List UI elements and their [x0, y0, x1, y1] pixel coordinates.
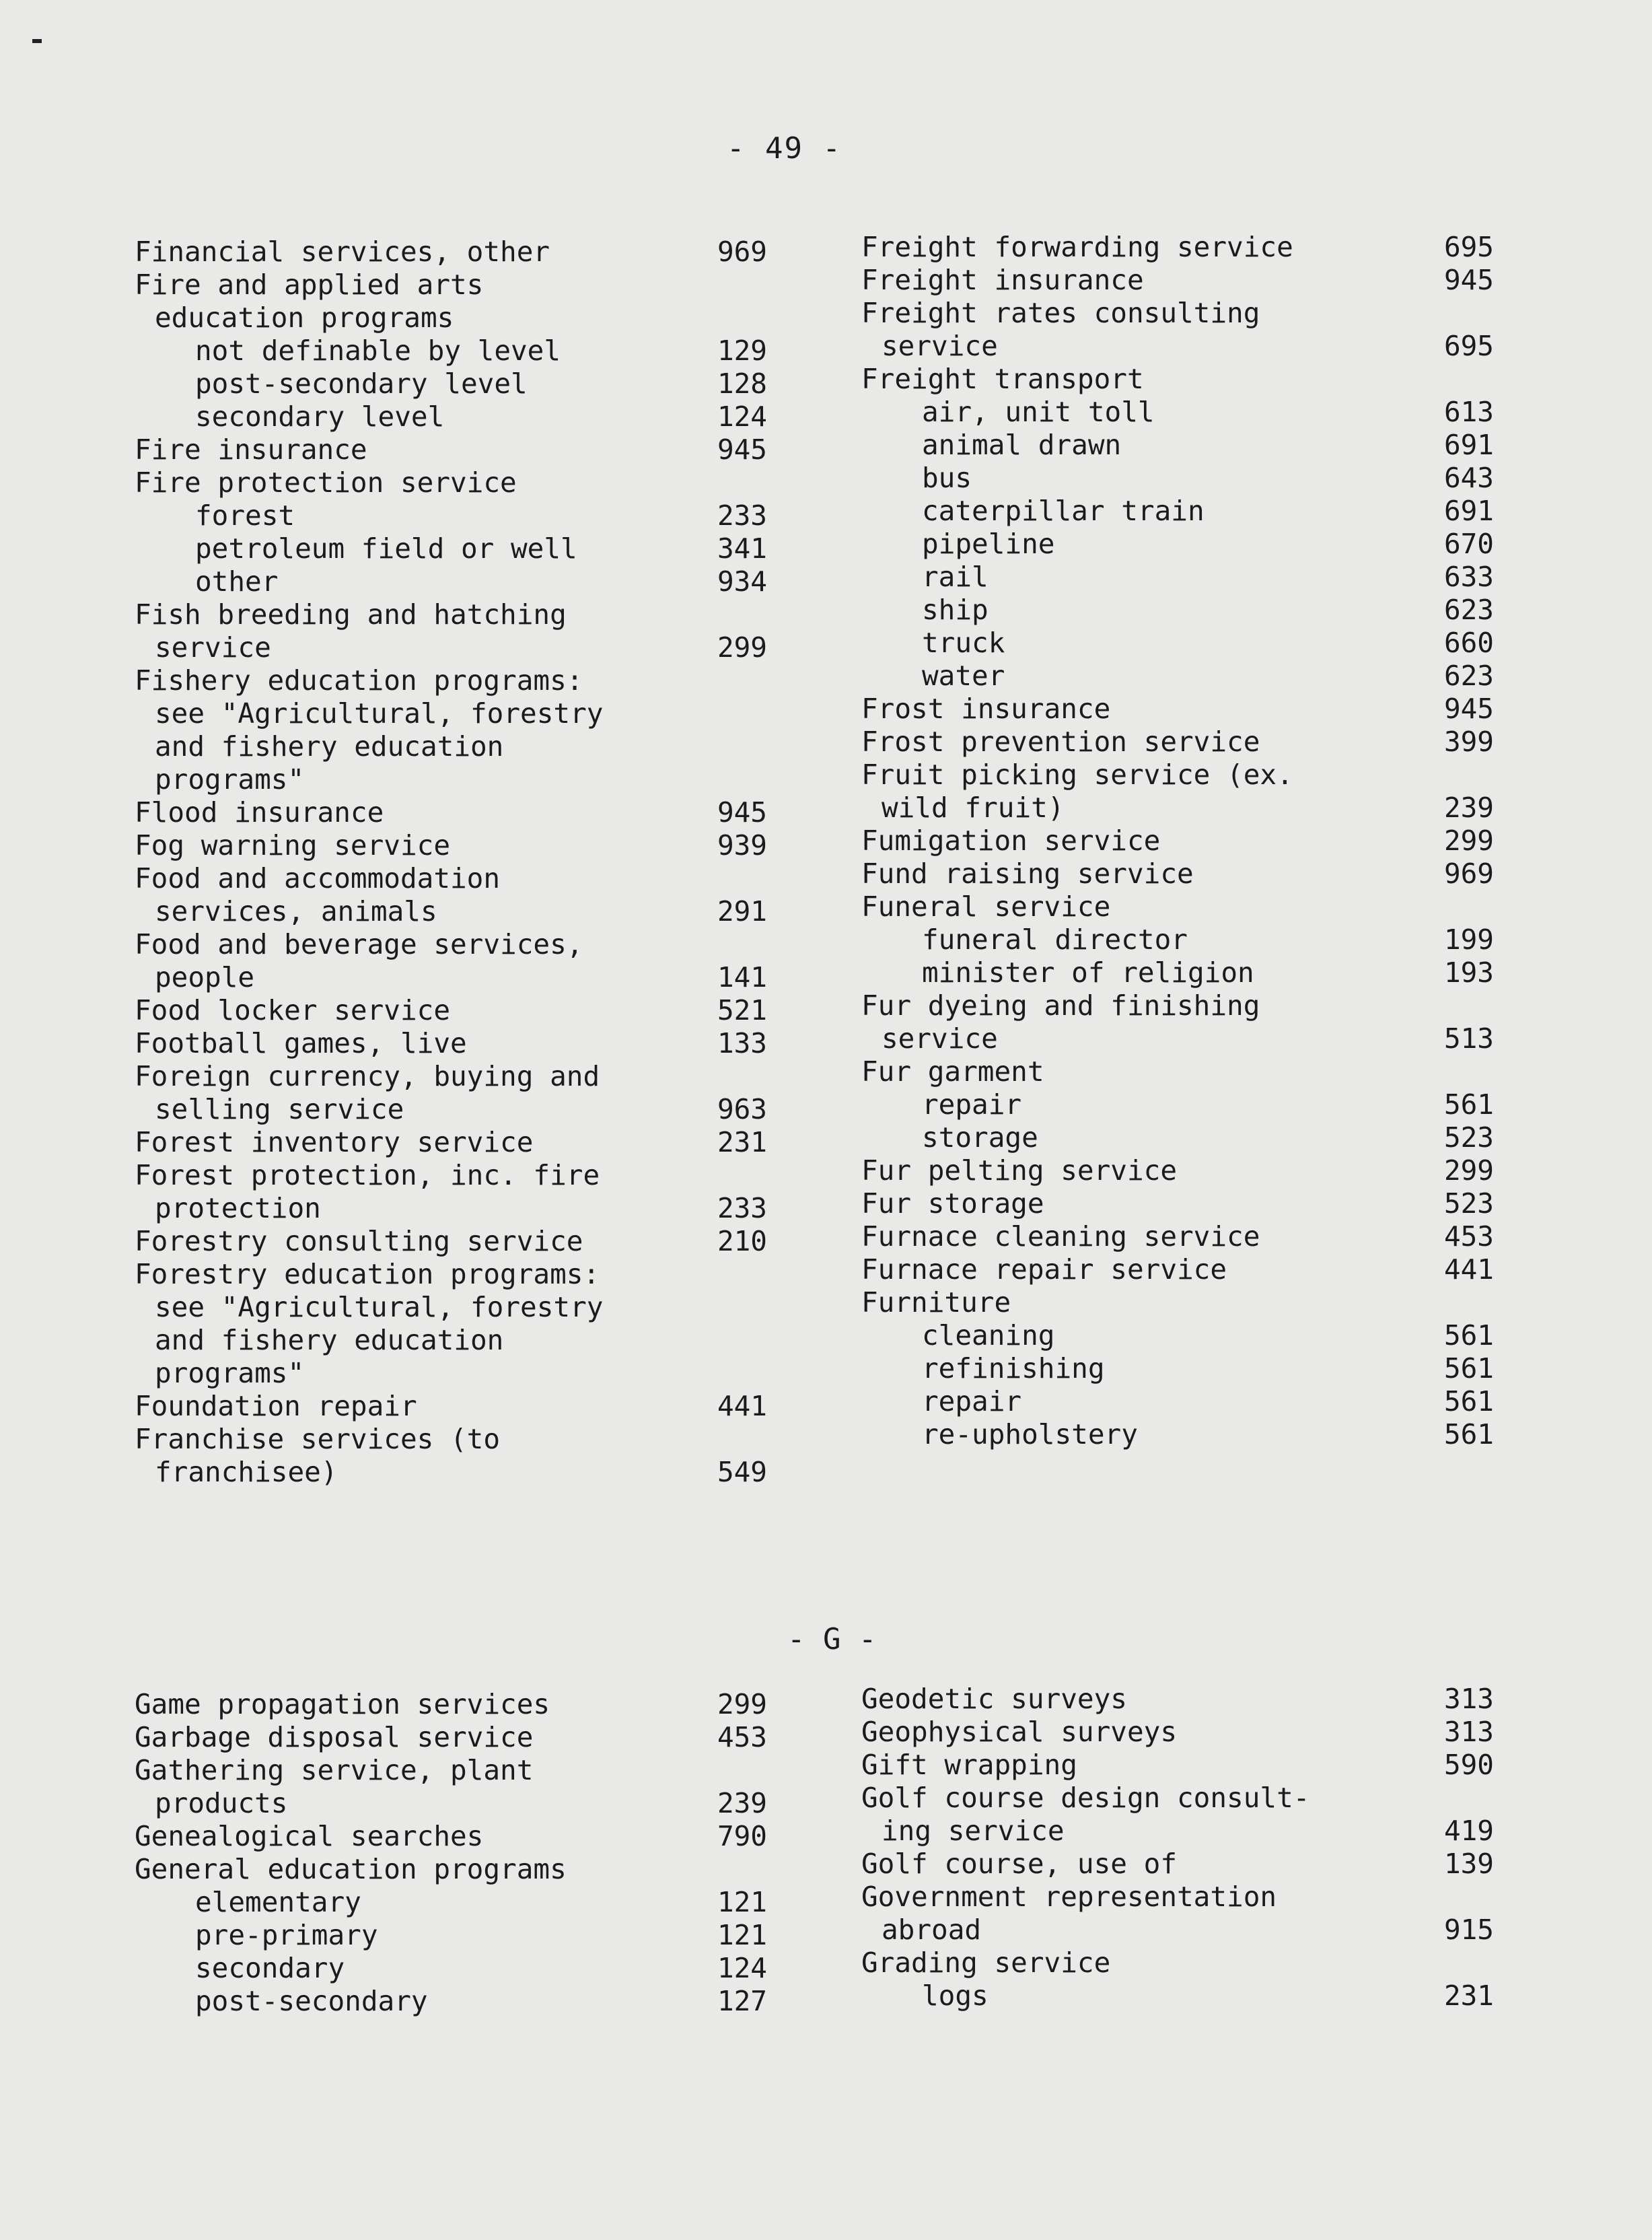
index-entry-term: logs — [922, 1980, 989, 2012]
index-entry-term: pipeline — [922, 528, 1055, 560]
index-entry — [0, 1088, 1548, 1121]
index-entry — [0, 759, 1548, 792]
index-entry — [0, 956, 1548, 989]
index-entry-term: Flood insurance — [135, 796, 384, 829]
index-entry-page: 691 — [1443, 429, 1494, 461]
index-entry-term: Football games, live — [135, 1027, 467, 1059]
index-entry-page: 141 — [717, 961, 767, 993]
index-entry-page: 453 — [717, 1721, 767, 1753]
index-entry-page: 945 — [1443, 693, 1494, 725]
index-entry-term: education programs — [155, 302, 454, 334]
index-entry-term: selling service — [155, 1093, 404, 1125]
index-entry-term: cleaning — [922, 1319, 1055, 1352]
index-entry-page: 633 — [1443, 561, 1494, 593]
index-entry-page: 441 — [1443, 1253, 1494, 1286]
index-entry-term: General education programs — [135, 1853, 567, 1885]
index-entry-term: repair — [922, 1385, 1022, 1418]
index-entry-term: Financial services, other — [135, 236, 550, 268]
index-entry-term: bus — [922, 462, 972, 494]
index-entry-page: 523 — [1443, 1121, 1494, 1154]
index-entry-term: Fruit picking service (ex. — [861, 759, 1293, 791]
index-entry-term: Geodetic surveys — [861, 1683, 1127, 1715]
index-entry-term: water — [922, 660, 1005, 692]
index-entry-term: minister of religion — [922, 956, 1254, 989]
index-entry-page: 399 — [1443, 726, 1494, 758]
index-entry-term: Fish breeding and hatching — [135, 598, 567, 631]
index-entry — [0, 1980, 1548, 2013]
page-number: - 49 - — [727, 131, 842, 166]
index-entry-term: storage — [922, 1121, 1038, 1154]
index-entry-term: Garbage disposal service — [135, 1721, 534, 1753]
index-entry — [0, 594, 1548, 627]
index-entry — [0, 561, 1548, 594]
index-entry — [0, 1914, 1548, 1947]
index-entry — [0, 396, 1548, 429]
index-entry-term: Forestry consulting service — [135, 1225, 583, 1257]
index-entry-page: 561 — [1443, 1319, 1494, 1352]
index-entry-term: Freight forwarding service — [861, 231, 1293, 263]
index-entry-term: and fishery education — [155, 1324, 504, 1356]
index-entry-term: secondary level — [195, 400, 445, 433]
index-entry-page: 623 — [1443, 660, 1494, 692]
index-entry-term: Gift wrapping — [861, 1749, 1077, 1781]
index-entry-page: 969 — [717, 236, 767, 268]
index-entry-term: elementary — [195, 1886, 361, 1918]
index-entry-term: Genealogical searches — [135, 1820, 484, 1852]
index-entry — [0, 1418, 1548, 1451]
index-entry-term: forest — [195, 499, 295, 532]
index-entry — [0, 660, 1548, 693]
index-entry-page: 945 — [717, 433, 767, 466]
index-entry-page: 127 — [717, 1985, 767, 2017]
index-entry — [0, 1022, 1548, 1055]
index-entry-term: Fur storage — [861, 1187, 1044, 1220]
index-entry-term: Food and accommodation — [135, 862, 501, 895]
index-entry — [0, 1154, 1548, 1187]
index-entry-page: 561 — [1443, 1088, 1494, 1121]
index-entry-term: rail — [922, 561, 989, 593]
index-entry-term: abroad — [882, 1914, 982, 1946]
index-entry — [0, 1220, 1548, 1253]
index-entry-page: 299 — [1443, 825, 1494, 857]
index-entry — [0, 1121, 1548, 1154]
index-entry — [0, 1947, 1548, 1980]
index-entry — [0, 297, 1548, 330]
index-entry-term: Fur garment — [861, 1055, 1044, 1088]
index-entry — [0, 462, 1548, 495]
index-entry — [0, 825, 1548, 858]
index-entry-page: 691 — [1443, 495, 1494, 527]
index-entry-page: 341 — [717, 532, 767, 565]
index-entry — [0, 693, 1548, 726]
index-entry — [0, 1716, 1548, 1749]
index-entry-term: ship — [922, 594, 989, 626]
index-entry-term: funeral director — [922, 923, 1188, 956]
index-entry-page: 963 — [717, 1093, 767, 1125]
index-entry-page: 199 — [1443, 923, 1494, 956]
index-entry — [0, 1749, 1548, 1782]
index-entry-page: 561 — [1443, 1352, 1494, 1385]
index-entry-term: wild fruit) — [882, 792, 1065, 824]
index-entry-page: 670 — [1443, 528, 1494, 560]
index-entry-page: 239 — [1443, 792, 1494, 824]
index-entry-page: 513 — [1443, 1022, 1494, 1055]
index-entry-term: Furnace repair service — [861, 1253, 1227, 1286]
index-entry-term: ing service — [882, 1815, 1065, 1847]
index-entry — [0, 1187, 1548, 1220]
index-entry-term: Golf course, use of — [861, 1848, 1177, 1880]
index-entry-term: petroleum field or well — [195, 532, 577, 565]
index-entry-page: 231 — [1443, 1980, 1494, 2012]
index-entry-term: re-upholstery — [922, 1418, 1138, 1450]
index-entry-term: Food and beverage services, — [135, 928, 583, 960]
index-entry-term: Fire insurance — [135, 433, 367, 466]
index-entry-page: 695 — [1443, 330, 1494, 362]
index-entry-page: 313 — [1443, 1683, 1494, 1715]
index-entry-page: 613 — [1443, 396, 1494, 428]
index-entry-term: Government representation — [861, 1881, 1277, 1913]
index-entry — [0, 890, 1548, 923]
index-entry — [0, 264, 1548, 297]
index-entry — [0, 923, 1548, 956]
index-entry-page: 299 — [717, 631, 767, 664]
index-entry — [0, 1319, 1548, 1352]
index-entry — [0, 1456, 807, 1489]
index-entry-term: products — [155, 1787, 288, 1819]
index-entry — [0, 1352, 1548, 1385]
index-entry-term: Golf course design consult- — [861, 1782, 1310, 1814]
index-entry-page: 233 — [717, 1192, 767, 1224]
index-entry — [0, 989, 1548, 1022]
index-entry-term: Forest protection, inc. fire — [135, 1159, 600, 1191]
index-entry-page: 643 — [1443, 462, 1494, 494]
index-entry-term: other — [195, 565, 279, 598]
index-entry-page: 969 — [1443, 858, 1494, 890]
index-entry-term: Forestry education programs: — [135, 1258, 600, 1290]
index-entry-term: refinishing — [922, 1352, 1105, 1385]
index-entry-term: Fog warning service — [135, 829, 450, 862]
index-entry — [0, 1683, 1548, 1716]
index-entry-term: services, animals — [155, 895, 437, 928]
index-entry-term: Frost prevention service — [861, 726, 1260, 758]
index-entry-page: 790 — [717, 1820, 767, 1852]
index-entry-page: 124 — [717, 400, 767, 433]
index-entry-term: repair — [922, 1088, 1022, 1121]
index-entry-term: Furnace cleaning service — [861, 1220, 1260, 1253]
index-entry-page: 915 — [1443, 1914, 1494, 1946]
index-entry-term: Funeral service — [861, 890, 1111, 923]
index-entry — [0, 1055, 1548, 1088]
index-entry-page: 623 — [1443, 594, 1494, 626]
index-entry-term: Grading service — [861, 1947, 1111, 1979]
index-entry-page: 239 — [717, 1787, 767, 1819]
index-entry-page: 523 — [1443, 1187, 1494, 1220]
index-entry-page: 233 — [717, 499, 767, 532]
index-entry-page: 193 — [1443, 956, 1494, 989]
index-entry — [0, 858, 1548, 890]
index-entry-page: 124 — [717, 1952, 767, 1984]
index-entry-term: Foundation repair — [135, 1390, 417, 1422]
index-entry — [0, 1253, 1548, 1286]
index-entry-term: Fumigation service — [861, 825, 1161, 857]
index-entry-page: 590 — [1443, 1749, 1494, 1781]
index-entry-term: service — [155, 631, 271, 664]
index-entry — [0, 429, 1548, 462]
index-entry-term: Fire protection service — [135, 466, 517, 499]
index-entry-page: 549 — [717, 1456, 767, 1488]
index-entry-term: caterpillar train — [922, 495, 1205, 527]
index-entry-term: Forest inventory service — [135, 1126, 534, 1158]
index-entry-page: 561 — [1443, 1385, 1494, 1418]
index-entry-term: Fund raising service — [861, 858, 1194, 890]
index-entry — [0, 1848, 1548, 1881]
index-entry-term: franchisee) — [155, 1456, 338, 1488]
index-entry-term: Franchise services (to — [135, 1423, 501, 1455]
index-entry-page: 453 — [1443, 1220, 1494, 1253]
index-entry — [0, 1881, 1548, 1914]
index-entry-term: Fur dyeing and finishing — [861, 989, 1260, 1022]
index-entry — [0, 1815, 1548, 1848]
index-entry — [0, 495, 1548, 528]
index-entry-term: service — [882, 1022, 998, 1055]
index-entry-term: pre-primary — [195, 1919, 378, 1951]
index-entry-term: Fishery education programs: — [135, 664, 583, 697]
index-entry — [0, 1286, 1548, 1319]
index-entry-term: not definable by level — [195, 335, 561, 367]
index-entry — [0, 792, 1548, 825]
index-entry-page: 128 — [717, 368, 767, 400]
index-entry-page: 121 — [717, 1919, 767, 1951]
index-entry-term: programs" — [155, 1357, 305, 1389]
scan-mark — [32, 39, 42, 43]
index-entry-page: 441 — [717, 1390, 767, 1422]
index-entry-term: secondary — [195, 1952, 345, 1984]
index-entry-term: protection — [155, 1192, 321, 1224]
index-entry-term: truck — [922, 627, 1005, 659]
index-entry — [0, 231, 1548, 264]
index-entry-term: people — [155, 961, 255, 993]
index-entry — [0, 1385, 1548, 1418]
index-entry-term: see "Agricultural, forestry — [155, 1291, 604, 1323]
index-column-f-right — [0, 231, 1548, 1451]
index-entry-page: 299 — [717, 1688, 767, 1720]
index-entry-term: Fire and applied arts — [135, 269, 484, 301]
index-entry-term: Game propagation services — [135, 1688, 550, 1720]
index-entry-term: Food locker service — [135, 994, 450, 1026]
index-entry-term: Freight transport — [861, 363, 1144, 395]
index-entry-term: Furniture — [861, 1286, 1011, 1319]
index-column-g-right — [0, 1683, 1548, 2013]
index-entry-page: 945 — [1443, 264, 1494, 296]
index-entry-page: 139 — [1443, 1848, 1494, 1880]
index-entry-page: 291 — [717, 895, 767, 928]
index-entry-term: Frost insurance — [861, 693, 1111, 725]
index-entry-page: 939 — [717, 829, 767, 862]
index-entry-page: 660 — [1443, 627, 1494, 659]
index-entry-page: 121 — [717, 1886, 767, 1918]
index-entry — [0, 627, 1548, 660]
index-entry-term: see "Agricultural, forestry — [155, 697, 604, 730]
index-entry — [0, 726, 1548, 759]
index-entry-page: 133 — [717, 1027, 767, 1059]
index-entry-page: 521 — [717, 994, 767, 1026]
index-entry — [0, 1782, 1548, 1815]
index-entry-page: 129 — [717, 335, 767, 367]
index-entry-page: 419 — [1443, 1815, 1494, 1847]
index-entry-term: programs" — [155, 763, 305, 796]
index-entry-term: Freight insurance — [861, 264, 1144, 296]
index-entry-page: 231 — [717, 1126, 767, 1158]
index-entry-term: service — [882, 330, 998, 362]
section-heading-g: - G - — [787, 1622, 877, 1656]
index-entry-term: Freight rates consulting — [861, 297, 1260, 329]
index-entry-page: 561 — [1443, 1418, 1494, 1450]
index-entry-term: air, unit toll — [922, 396, 1155, 428]
index-entry-term: Fur pelting service — [861, 1154, 1177, 1187]
index-entry-term: Foreign currency, buying and — [135, 1060, 600, 1092]
index-entry — [0, 528, 1548, 561]
index-entry-term: animal drawn — [922, 429, 1122, 461]
index-entry — [0, 363, 1548, 396]
index-entry-page: 695 — [1443, 231, 1494, 263]
index-entry-page: 313 — [1443, 1716, 1494, 1748]
index-entry-page: 210 — [717, 1225, 767, 1257]
index-entry — [0, 330, 1548, 363]
index-entry-page: 934 — [717, 565, 767, 598]
index-entry-page: 299 — [1443, 1154, 1494, 1187]
index-entry-term: post-secondary — [195, 1985, 428, 2017]
index-entry-term: and fishery education — [155, 730, 504, 763]
index-entry-term: Geophysical surveys — [861, 1716, 1177, 1748]
index-entry-term: post-secondary level — [195, 368, 528, 400]
index-entry-page: 945 — [717, 796, 767, 829]
index-entry-term: Gathering service, plant — [135, 1754, 534, 1786]
